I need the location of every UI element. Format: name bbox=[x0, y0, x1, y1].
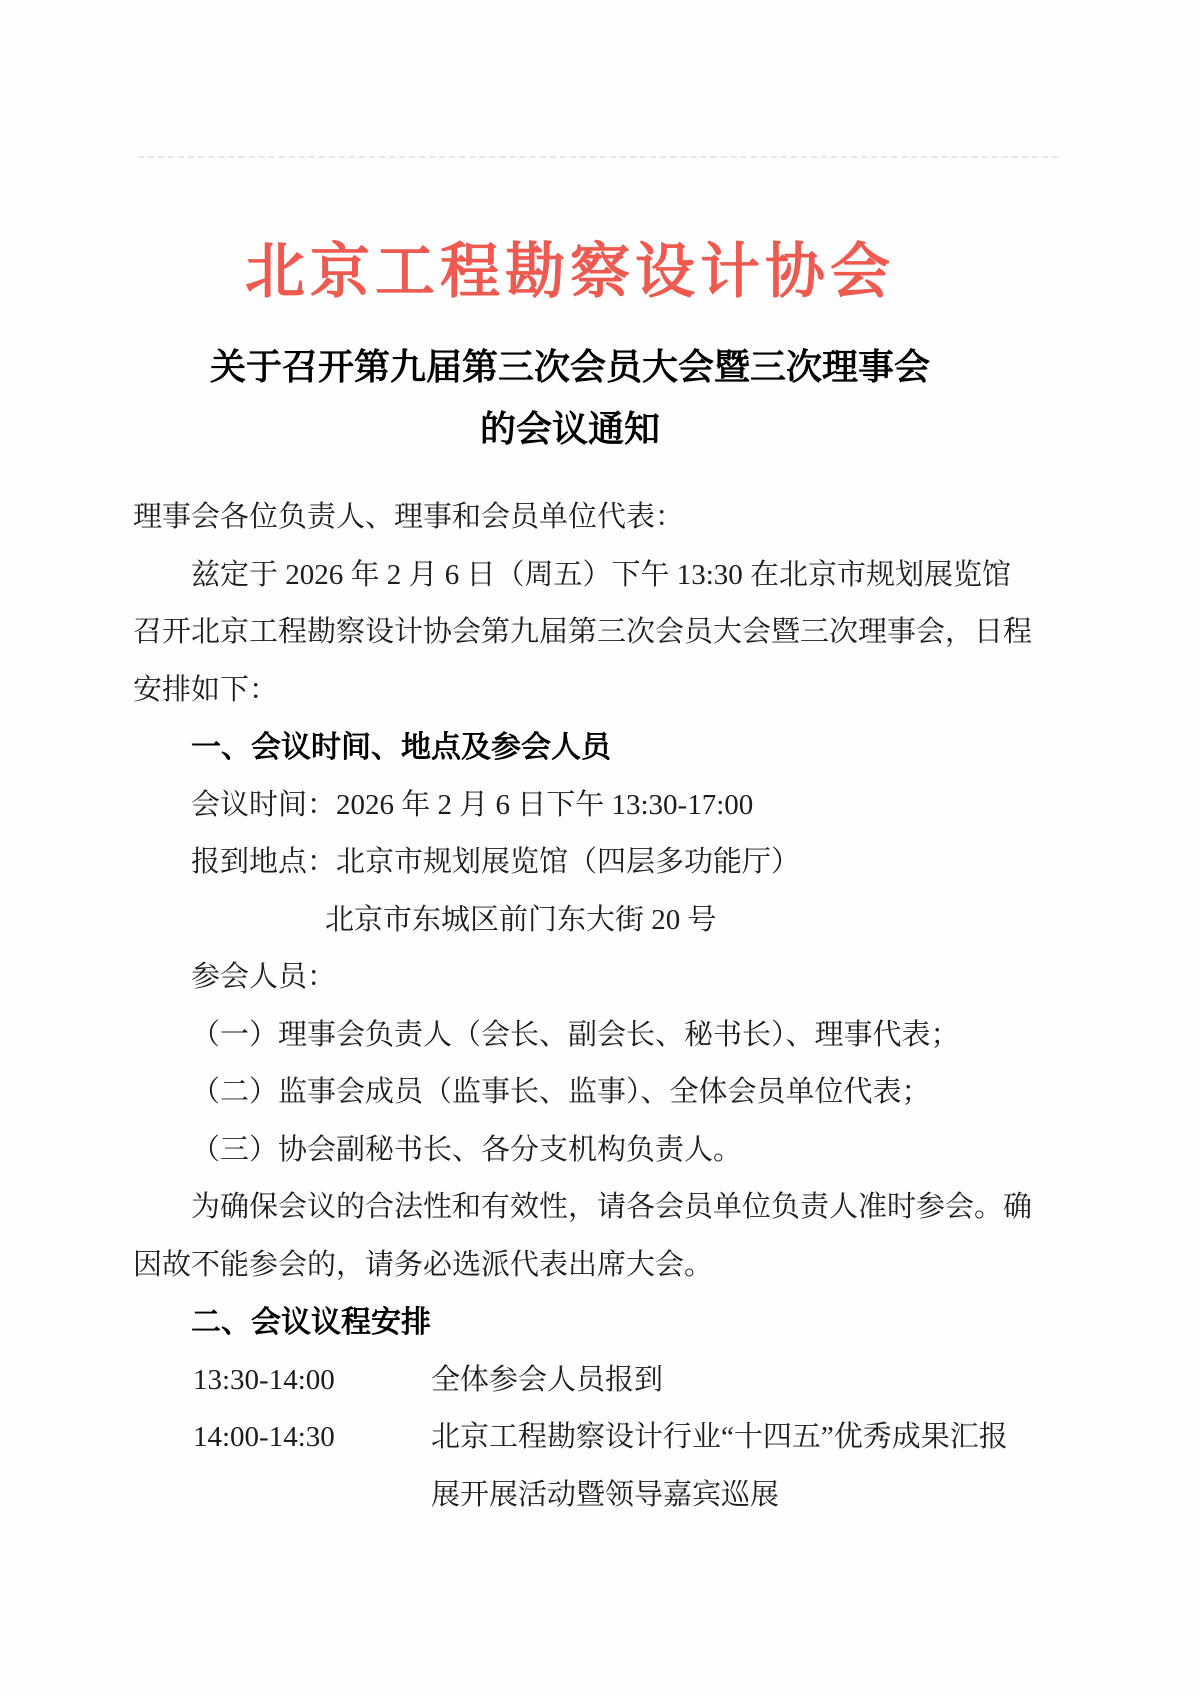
intro-line-1: 兹定于 2026 年 2 月 6 日（周五）下午 13:30 在北京市规划展览馆 bbox=[191, 558, 1012, 591]
note-line-1: 为确保会议的合法性和有效性，请各会员单位负责人准时参会。确 bbox=[191, 1191, 1033, 1223]
intro-line-3: 安排如下： bbox=[133, 673, 279, 706]
agenda-desc-line: 全体参会人员报到 bbox=[431, 1363, 664, 1396]
salutation: 理事会各位负责人、理事和会员单位代表： bbox=[133, 501, 685, 533]
attendees-item-2: （二）监事会成员（监事长、监事）、全体会员单位代表； bbox=[191, 1076, 931, 1108]
agenda-row bbox=[133, 1409, 1007, 1524]
document-body bbox=[133, 489, 1033, 1524]
scan-noise-artifact bbox=[138, 156, 1058, 158]
attendees-label: 参会人员： bbox=[191, 961, 337, 993]
organization-title: 北京工程勘察设计协会 bbox=[245, 238, 895, 305]
agenda-desc bbox=[431, 1352, 1007, 1410]
section1-heading: 一、会议时间、地点及参会人员 bbox=[191, 731, 611, 764]
intro-line-2: 召开北京工程勘察设计协会第九届第三次会员大会暨三次理事会，日程 bbox=[133, 616, 1033, 648]
agenda-time: 13:30-14:00 bbox=[193, 1363, 335, 1396]
agenda-time: 14:00-14:30 bbox=[193, 1421, 335, 1453]
agenda-desc-line: 北京工程勘察设计行业“十四五”优秀成果汇报 bbox=[431, 1421, 1008, 1453]
agenda-desc bbox=[431, 1409, 1008, 1524]
agenda-desc-line: 展开展活动暨领导嘉宾巡展 bbox=[431, 1478, 780, 1511]
agenda-row bbox=[133, 1352, 1007, 1410]
meeting-time-line: 会议时间：2026 年 2 月 6 日下午 13:30-17:00 bbox=[191, 788, 754, 821]
document-title bbox=[133, 336, 1007, 460]
address-line: 北京市东城区前门东大街 20 号 bbox=[325, 903, 717, 936]
document-title-line1: 关于召开第九届第三次会员大会暨三次理事会 bbox=[209, 346, 930, 387]
checkin-place-line: 报到地点：北京市规划展览馆（四层多功能厅） bbox=[191, 846, 801, 878]
attendees-item-1: （一）理事会负责人（会长、副会长、秘书长）、理事代表； bbox=[191, 1018, 960, 1051]
attendees-item-3: （三）协会副秘书长、各分支机构负责人。 bbox=[191, 1133, 743, 1166]
document-title-line2: 的会议通知 bbox=[479, 408, 660, 449]
note-line-2: 因故不能参会的，请务必选派代表出席大会。 bbox=[133, 1248, 714, 1281]
section2-heading: 二、会议议程安排 bbox=[191, 1306, 431, 1339]
